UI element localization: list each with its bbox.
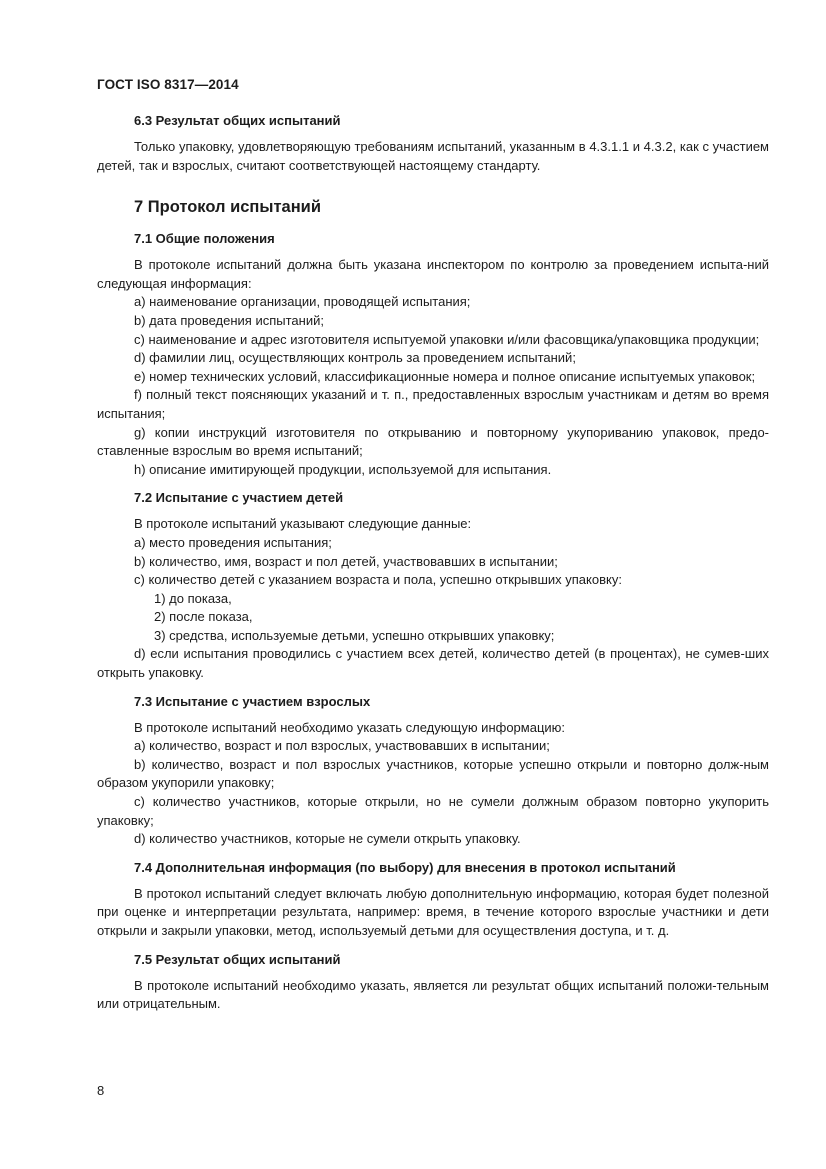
section-7-5-paragraph: В протоколе испытаний необходимо указать, является ли результат общих испытаний положи-тельным или отрицательным. — [97, 977, 769, 1012]
list-item: c) наименование и адрес изготовителя испытуемой упаковки и/или фасовщика/упаковщика продукции; — [134, 331, 760, 347]
section-7-4-heading: 7.4 Дополнительная информация (по выбору) для внесения в протокол испытаний — [134, 859, 676, 875]
document-header: ГОСТ ISO 8317—2014 — [97, 77, 239, 92]
page-number: 8 — [97, 1083, 105, 1098]
sub-list-item: 1) до показа, — [154, 590, 232, 606]
list-item: d) фамилии лиц, осуществляющих контроль за проведением испытаний; — [134, 350, 576, 366]
list-item: a) количество, возраст и пол взрослых, участвовавших в испытании; — [134, 738, 550, 754]
list-item: c) количество детей с указанием возраста и пола, успешно открывших упаковку: — [134, 572, 622, 588]
section-6-3-heading: 6.3 Результат общих испытаний — [134, 113, 341, 128]
list-item: e) номер технических условий, классификационные номера и полное описание испытуемых упаковок; — [134, 368, 756, 384]
section-7-2-intro: В протоколе испытаний указывают следующие данные: — [134, 516, 472, 532]
list-item: b) количество, возраст и пол взрослых участников, которые успешно открыли и повторно долж-ным образом укупорили упаковку; — [97, 756, 769, 791]
section-6-3-paragraph: Только упаковку, удовлетворяющую требованиям испытаний, указанным в 4.3.1.1 и 4.3.2, как с участием детей, так и взрослых, считают соответствующей настоящему стандарту. — [97, 139, 769, 173]
document-body — [97, 113, 769, 1014]
section-7-3-intro: В протоколе испытаний необходимо указать следующую информацию: — [134, 719, 566, 735]
list-item: b) дата проведения испытаний; — [134, 312, 324, 328]
section-7-3-heading: 7.3 Испытание с участием взрослых — [134, 693, 371, 709]
section-7-2-heading: 7.2 Испытание с участием детей — [134, 490, 344, 506]
section-7-4-paragraph: В протокол испытаний следует включать любую дополнительную информацию, которая будет полезной при оценке и интерпретации результата, например: время, в течение которого взрослые участники и дети открыли и закрыли упаковки, метод, используемый детьми для осуществления доступа, и т. д. — [97, 885, 769, 938]
section-7-1-intro: В протоколе испытаний должна быть указана инспектором по контролю за проведением испыта-ний следующая информация: — [97, 257, 769, 291]
list-item: a) наименование организации, проводящей испытания; — [134, 294, 471, 310]
list-item: f) полный текст поясняющих указаний и т. п., предоставленных взрослым участникам и детям во время испытания; — [97, 387, 769, 421]
section-7-1-heading: 7.1 Общие положения — [134, 231, 275, 247]
list-item: d) если испытания проводились с участием всех детей, количество детей (в процентах), не сумев-ших открыть упаковку. — [97, 646, 769, 681]
sub-list-item: 2) после показа, — [154, 609, 253, 625]
list-item: g) копии инструкций изготовителя по открыванию и повторному укупориванию упаковок, предо-ставленные взрослым во время испытаний; — [97, 424, 769, 459]
list-item: h) описание имитирующей продукции, используемой для испытания. — [134, 461, 552, 477]
section-7-5-heading: 7.5 Результат общих испытаний — [134, 951, 341, 967]
list-item: a) место проведения испытания; — [134, 534, 332, 550]
sub-list-item: 3) средства, используемые детьми, успешно открывших упаковку; — [154, 627, 555, 643]
list-item: b) количество, имя, возраст и пол детей, участвовавших в испытании; — [134, 553, 558, 569]
list-item: d) количество участников, которые не сумели открыть упаковку. — [134, 831, 521, 847]
section-7-heading: 7 Протокол испытаний — [134, 198, 321, 217]
list-item: c) количество участников, которые открыли, но не сумели должным образом повторно укупорить упаковку; — [97, 794, 769, 828]
